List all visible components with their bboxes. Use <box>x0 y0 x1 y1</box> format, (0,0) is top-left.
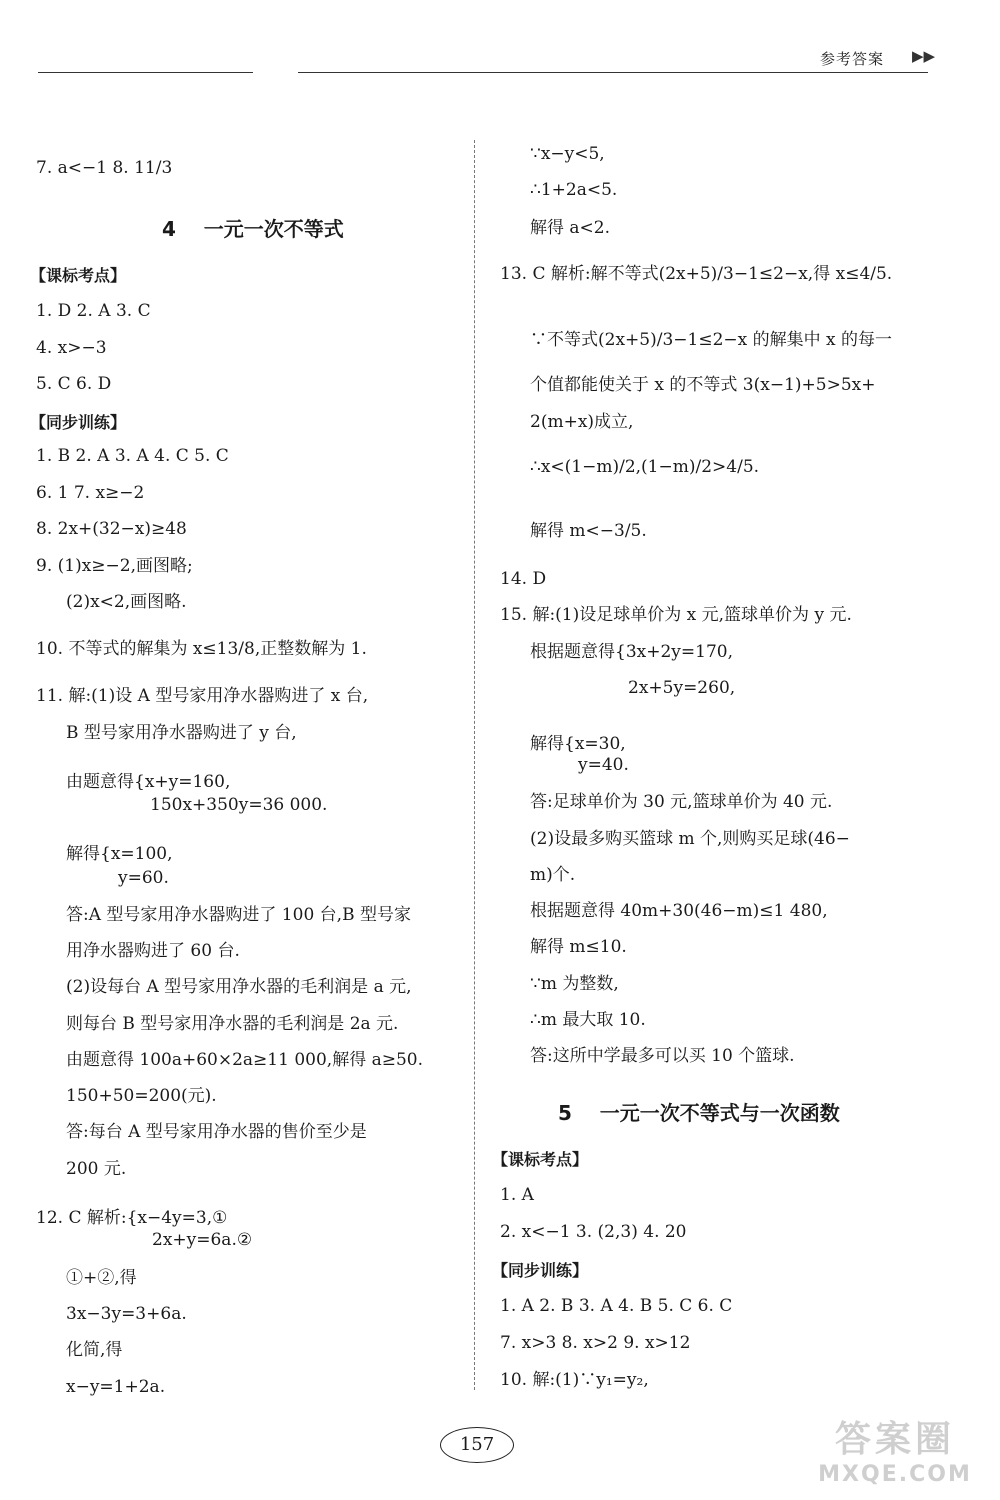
answer-line: (2)设最多购买篮球 m 个,则购买足球(46− <box>530 829 850 849</box>
heading-kebiao: 【课标考点】 <box>30 266 127 285</box>
answer-line: 10. 解:(1)∵y₁=y₂, <box>500 1370 649 1390</box>
watermark <box>800 1418 990 1488</box>
answer-line: 3x−3y=3+6a. <box>66 1304 187 1324</box>
answer-line: 2x+y=6a.② <box>152 1230 253 1250</box>
answer-line: 解得 a<2. <box>530 218 611 238</box>
answer-line: 15. 解:(1)设足球单价为 x 元,篮球单价为 y 元. <box>500 605 852 625</box>
answer-line: 150x+350y=36 000. <box>150 795 328 815</box>
answer-line: 1. A <box>500 1185 534 1205</box>
answer-line: 由题意得{x+y=160, <box>66 772 231 792</box>
answer-line: (2)x<2,画图略. <box>66 592 187 612</box>
answer-line: 7. a<−1 8. 11/3 <box>36 158 173 178</box>
heading-tongbu: 【同步训练】 <box>30 413 127 432</box>
answer-line: ∵m 为整数, <box>530 974 619 994</box>
answer-line: 根据题意得{3x+2y=170, <box>530 642 733 662</box>
answer-line: 答:每台 A 型号家用净水器的售价至少是 <box>66 1122 367 1142</box>
answer-line: 1. A 2. B 3. A 4. B 5. C 6. C <box>500 1296 733 1316</box>
watermark-line1: 答案圈 <box>834 1419 955 1460</box>
answer-line: y=60. <box>118 868 169 888</box>
answer-line: 化简,得 <box>66 1340 123 1360</box>
answer-line: 8. 2x+(32−x)≥48 <box>36 519 187 539</box>
answer-line: 6. 1 7. x≥−2 <box>36 483 145 503</box>
page-number: 157 <box>440 1427 514 1463</box>
answer-line: 根据题意得 40m+30(46−m)≤1 480, <box>530 901 828 921</box>
section-number: 4 <box>162 217 176 241</box>
answer-line: ∴1+2a<5. <box>530 180 618 200</box>
answer-line: 答:A 型号家用净水器购进了 100 台,B 型号家 <box>66 905 411 925</box>
answer-line: 150+50=200(元). <box>66 1086 217 1106</box>
section-title-text: 一元一次不等式与一次函数 <box>599 1101 840 1125</box>
answer-line: 5. C 6. D <box>36 374 112 394</box>
answer-line: 9. (1)x≥−2,画图略; <box>36 556 193 576</box>
answer-line: 7. x>3 8. x>2 9. x>12 <box>500 1333 691 1353</box>
section-title-5 <box>558 1097 840 1126</box>
answer-line: 1. D 2. A 3. C <box>36 301 151 321</box>
header-rule-left <box>38 72 253 73</box>
answer-line: B 型号家用净水器购进了 y 台, <box>66 723 297 743</box>
answer-line: 12. C 解析:{x−4y=3,① <box>36 1208 228 1228</box>
watermark-line2: MXQE.COM <box>818 1462 972 1487</box>
answer-line: 11. 解:(1)设 A 型号家用净水器购进了 x 台, <box>36 686 369 706</box>
header-rule-right <box>298 72 928 73</box>
header-arrows-icon: ▶▶ <box>912 47 936 65</box>
answer-line: 用净水器购进了 60 台. <box>66 941 240 961</box>
answer-line: 200 元. <box>66 1159 127 1179</box>
section-title-text: 一元一次不等式 <box>203 217 344 241</box>
heading-kebiao-2: 【课标考点】 <box>492 1150 589 1169</box>
answer-line: 解得{x=30, <box>530 734 626 754</box>
answer-line: ∴x<(1−m)/2,(1−m)/2>4/5. <box>530 457 760 477</box>
answer-line: 1. B 2. A 3. A 4. C 5. C <box>36 446 229 466</box>
section-number: 5 <box>558 1101 572 1125</box>
answer-line: 2(m+x)成立, <box>530 412 634 432</box>
answer-line: 答:足球单价为 30 元,篮球单价为 40 元. <box>530 792 833 812</box>
answer-line: (2)设每台 A 型号家用净水器的毛利润是 a 元, <box>66 977 412 997</box>
answer-line: 13. C 解析:解不等式(2x+5)/3−1≤2−x,得 x≤4/5. <box>500 264 893 284</box>
answer-line: m)个. <box>530 865 576 885</box>
answer-line: ∵x−y<5, <box>530 144 605 164</box>
answer-line: 解得{x=100, <box>66 844 173 864</box>
answer-line: 答:这所中学最多可以买 10 个篮球. <box>530 1046 795 1066</box>
answer-line: ∵不等式(2x+5)/3−1≤2−x 的解集中 x 的每一 <box>530 330 893 350</box>
answer-line: ∴m 最大取 10. <box>530 1010 646 1030</box>
answer-line: 14. D <box>500 569 547 589</box>
answer-line: x−y=1+2a. <box>66 1377 166 1397</box>
heading-tongbu-2: 【同步训练】 <box>492 1261 589 1280</box>
answer-line: 10. 不等式的解集为 x≤13/8,正整数解为 1. <box>36 639 367 659</box>
answer-line: 4. x>−3 <box>36 338 107 358</box>
answer-line: ①+②,得 <box>66 1268 137 1288</box>
answer-line: 则每台 B 型号家用净水器的毛利润是 2a 元. <box>66 1014 399 1034</box>
answer-line: y=40. <box>578 755 629 775</box>
column-divider <box>474 140 475 1390</box>
answer-line: 由题意得 100a+60×2a≥11 000,解得 a≥50. <box>66 1050 424 1070</box>
answer-line: 个值都能使关于 x 的不等式 3(x−1)+5>5x+ <box>530 375 876 395</box>
answer-line: 2x+5y=260, <box>628 678 736 698</box>
answer-line: 2. x<−1 3. (2,3) 4. 20 <box>500 1222 687 1242</box>
section-title-4 <box>162 213 344 242</box>
answer-line: 解得 m≤10. <box>530 937 627 957</box>
header-label: 参考答案 <box>820 50 885 68</box>
answer-line: 解得 m<−3/5. <box>530 521 647 541</box>
